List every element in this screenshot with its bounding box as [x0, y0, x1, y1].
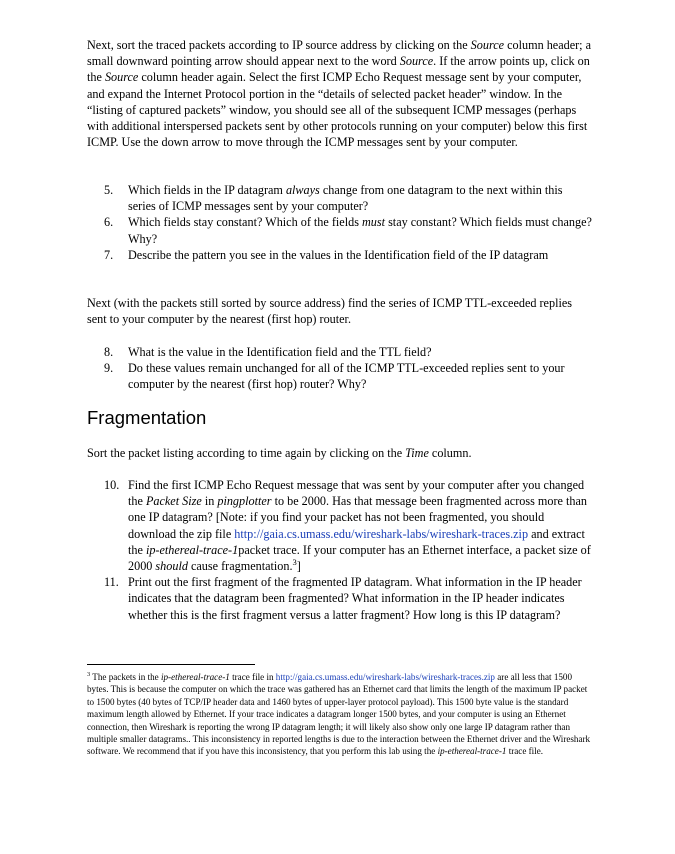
question-9 — [87, 360, 592, 392]
question-number: 5. — [104, 183, 114, 197]
question-text: ] — [296, 559, 301, 574]
question-text: change from one datagram to the next within this series of ICMP messages sent by your computer? — [128, 183, 563, 214]
question-text: Which fields in the IP datagram — [128, 183, 286, 197]
intro-text-1: Next, sort the traced packets according to IP source address by clicking on the — [87, 38, 471, 52]
question-11 — [87, 574, 592, 623]
source-emphasis-1: Source — [470, 38, 505, 52]
always-emphasis: always — [285, 183, 320, 197]
packet-size-emphasis: Packet Size — [145, 494, 202, 509]
trace-emphasis: ip-ethereal-trace-1 — [437, 746, 507, 757]
question-8 — [87, 344, 592, 360]
footnote-divider — [87, 664, 255, 665]
footnote-number: 3 — [87, 670, 91, 678]
intro-paragraph — [87, 37, 592, 150]
question-number: 11. — [104, 575, 119, 590]
source-emphasis-2: Source — [399, 54, 434, 69]
question-text: in — [201, 494, 218, 509]
question-number: 8. — [104, 345, 114, 359]
intro-text-2: column header; a small downward pointing arrow should appear next to the word — [87, 38, 592, 69]
question-6 — [87, 214, 592, 246]
question-text: stay constant? Which fields must change? Why? — [128, 215, 592, 246]
source-emphasis-3: Source — [104, 70, 139, 85]
sort-text: column. — [428, 446, 472, 460]
question-text: cause fragmentation. — [187, 559, 293, 574]
footnote-ref[interactable]: 3 — [292, 556, 297, 567]
pingplotter-emphasis: pingplotter — [217, 494, 272, 509]
intro-text-3: . If the arrow points up, click on the — [87, 54, 590, 85]
question-text: and extract the — [128, 526, 585, 557]
footnote-text: trace file. — [506, 746, 544, 757]
question-list-5-7 — [87, 182, 592, 263]
question-number: 6. — [104, 215, 114, 230]
trace-emphasis: ip-ethereal-trace-1 — [145, 542, 239, 557]
sort-paragraph — [87, 445, 592, 461]
wireshark-traces-link[interactable]: http://gaia.cs.umass.edu/wireshark-labs/wireshark-traces.zip — [234, 526, 529, 541]
trace-emphasis: ip-ethereal-trace-1 — [160, 672, 230, 682]
should-emphasis: should — [155, 559, 188, 574]
section-heading-fragmentation: Fragmentation — [87, 407, 207, 428]
question-text: What is the value in the Identification field and the TTL field? — [128, 345, 432, 359]
footnote — [87, 671, 592, 758]
ttl-paragraph: Next (with the packets still sorted by source address) find the series of ICMP TTL-exceeded replies sent to your computer by the nearest (first hop) router. — [87, 296, 572, 327]
question-text: Print out the first fragment of the fragmented IP datagram. What information in the IP header indicates that the datagram been fragmented? What information in the IP header indicates whether this is the first fragment versus a latter fragment? How long is this IP datagram? — [128, 575, 582, 622]
question-list-8-9 — [87, 344, 592, 393]
intro-text-4: column header again. Select the first ICMP Echo Request message sent by your computer, and expand the Internet Protocol portion in the “details of selected packet header” window. In the “listing of captured packets” window, you should see all of the subsequent ICMP messages (perhaps with additional interspersed packets sent by other protocols running on your computer) below this first ICMP. Use the down arrow to move through the ICMP messages sent by your computer. — [87, 70, 588, 150]
question-list-10-11 — [87, 477, 592, 623]
question-text: to be 2000. Has that message been fragmented across more than one IP datagram? [Note: if you find your packet has not been fragmented, you should download the zip file — [128, 494, 587, 541]
time-emphasis: Time — [405, 446, 429, 460]
question-number: 10. — [104, 478, 120, 492]
question-text: Find the first ICMP Echo Request message that was sent by your computer after you changed the — [128, 478, 585, 509]
sort-text: Sort the packet listing according to time again by clicking on the — [87, 446, 406, 460]
must-emphasis: must — [361, 215, 386, 230]
question-number: 7. — [104, 247, 114, 262]
question-10 — [87, 477, 592, 574]
question-number: 9. — [104, 361, 114, 376]
question-text: Which fields stay constant? Which of the fields — [128, 215, 362, 230]
wireshark-traces-link[interactable]: http://gaia.cs.umass.edu/wireshark-labs/wireshark-traces.zip — [275, 672, 495, 682]
question-7 — [87, 247, 592, 263]
question-text: Describe the pattern you see in the values in the Identification field of the IP datagram — [128, 247, 549, 262]
footnote-text: The packets in the — [90, 672, 161, 682]
question-5 — [87, 182, 592, 214]
footnote-text: are all less that 1500 bytes. This is because the computer on which the trace was gathered has an Ethernet card that limits the length of the maximum IP packet to 1500 bytes (40 bytes of TCP/IP header data and 1460 bytes of upper-layer protocol payload). This 1500 byte value is the standard maximum length allowed by Ethernet. If your trace indicates a datagram longer 1500 bytes, and your computer is using an Ethernet connection, then Wireshark is reporting the wrong IP datagram length; it will likely also show only one large IP datagram rather than multiple smaller datagrams.. This inconsistency in reported lengths is due to the interaction between the Ethernet driver and the Wireshark software. We recommend that if you have this inconsistency, that you perform this lab using the — [87, 672, 591, 757]
question-text: Do these values remain unchanged for all of the ICMP TTL-exceeded replies sent to your computer by the nearest (first hop) router? Why? — [128, 361, 565, 392]
question-text: packet trace. If your computer has an Ethernet interface, a packet size of 2000 — [128, 542, 591, 574]
footnote-text: trace file in — [229, 672, 276, 682]
